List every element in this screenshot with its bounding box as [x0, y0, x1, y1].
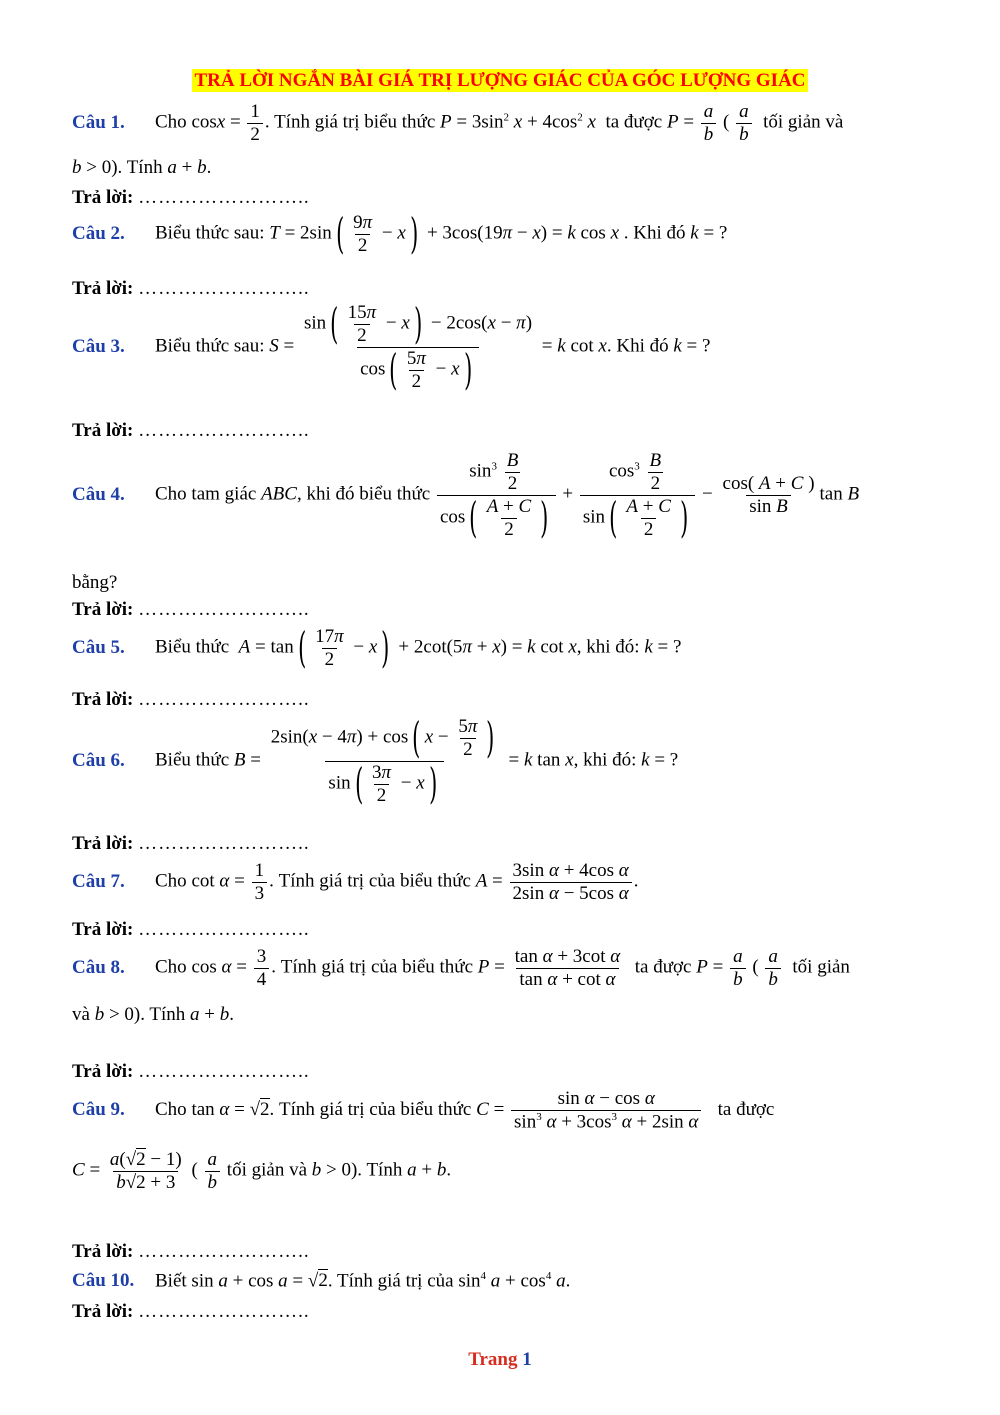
question-8-cont: và b > 0). Tính a + b. — [72, 1004, 234, 1025]
answer-4: Trả lời: …………………….. — [72, 599, 310, 620]
answer-8: Trả lời: …………………….. — [72, 1061, 310, 1082]
question-2: Câu 2. Biểu thức sau: T = 2sin( $\frac{9\pi}{2}$ − x) + 3cos(19π − x) = k cos x . Khi đó k = ? — [72, 209, 728, 259]
document-title: TRẢ LỜI NGẮN BÀI GIÁ TRỊ LƯỢNG GIÁC CỦA GÓC LƯỢNG GIÁC — [194, 70, 806, 91]
answer-7: Trả lời: …………………….. — [72, 919, 310, 940]
page-number: 1 — [522, 1349, 532, 1370]
question-4: Câu 4. Cho tam giác ABC, khi đó biểu thức $\sin^3$ $\frac{B}{2}$ cos( $\frac{A + C}{2}$ ) + $\cos^3$ $\frac{B}{2}$ sin( $\frac{A + C}{2}$ ) − $\frac{\cos( A + C )}{\text{sin B}}$ tan B — [72, 450, 860, 543]
answer-2: Trả lời: …………………….. — [72, 278, 310, 299]
question-1-cont: b > 0). Tính a + b. — [72, 157, 212, 178]
question-6: Câu 6. Biểu thức B = 2sin(x − 4π) + cos( x − $\frac{5\pi}{2}$ ) sin( $\frac{3\pi}{2}$ − x) = k tan x, khi đó: k = ? — [72, 713, 679, 809]
answer-10: Trả lời: …………………….. — [72, 1301, 310, 1322]
question-1: Câu 1. Cho cosx = $\frac{1}{2}$ . Tính giá trị biểu thức $P = 3\sin^2$ $x + 4\cos^2$ x ta được P = $\frac{a}{b}$ ( $\frac{a}{b}$ tối giản và — [72, 101, 844, 145]
answer-9: Trả lời: …………………….. — [72, 1241, 310, 1262]
answer-6: Trả lời: …………………….. — [72, 833, 310, 854]
question-3: Câu 3. Biểu thức sau: S = sin( $\frac{15\pi}{2}$ − x) − 2cos(x − π) cos( $\frac{5\pi}{2}$ − x) = k cot x. Khi đó k = ? — [72, 299, 711, 395]
question-9-cont: C = $\frac{a(√2 - 1)}{b√2 + 3}$ ( $\frac{a}{b}$ tối giản và b > 0). Tính a + b. — [72, 1149, 452, 1193]
page-footer: Trang 1 — [468, 1349, 532, 1370]
question-4-cont: bằng? — [72, 572, 118, 593]
answer-1: Trả lời: …………………….. — [72, 187, 310, 208]
question-5: Câu 5. Biểu thức A = tan( $\frac{17\pi}{2}$ − x) + 2cot(5π + x) = k cot x, khi đó: k = ? — [72, 623, 682, 673]
question-8: Câu 8. Cho cos α = $\frac{3}{4}$ . Tính giá trị của biểu thức P = $\frac{\text{tan α + 3cot α}}{\text{tan α + cot α}}$ ta được P = $\frac{a}{b}$ ( $\frac{a}{b}$ tối giản — [72, 946, 850, 990]
answer-5: Trả lời: …………………….. — [72, 689, 310, 710]
answer-3: Trả lời: …………………….. — [72, 420, 310, 441]
question-9: Câu 9. Cho tan α = √2. Tính giá trị của biểu thức C = $\frac{\text{sin α − cos α}}{\sin^3 \alpha + 3\cos^3 \alpha + 2\sin \alpha}$ ta được — [72, 1088, 775, 1133]
question-7: Câu 7. Cho cot α = $\frac{1}{3}$ . Tính giá trị của biểu thức A = $\frac{\text{3sin α + 4cos α}}{\text{2sin α − 5cos α}}$ . — [72, 860, 639, 904]
question-10: Câu 10. Biết sin a + cos a = √2. Tính giá trị của $\sin^4 a + \cos^4 a$. — [72, 1270, 571, 1292]
